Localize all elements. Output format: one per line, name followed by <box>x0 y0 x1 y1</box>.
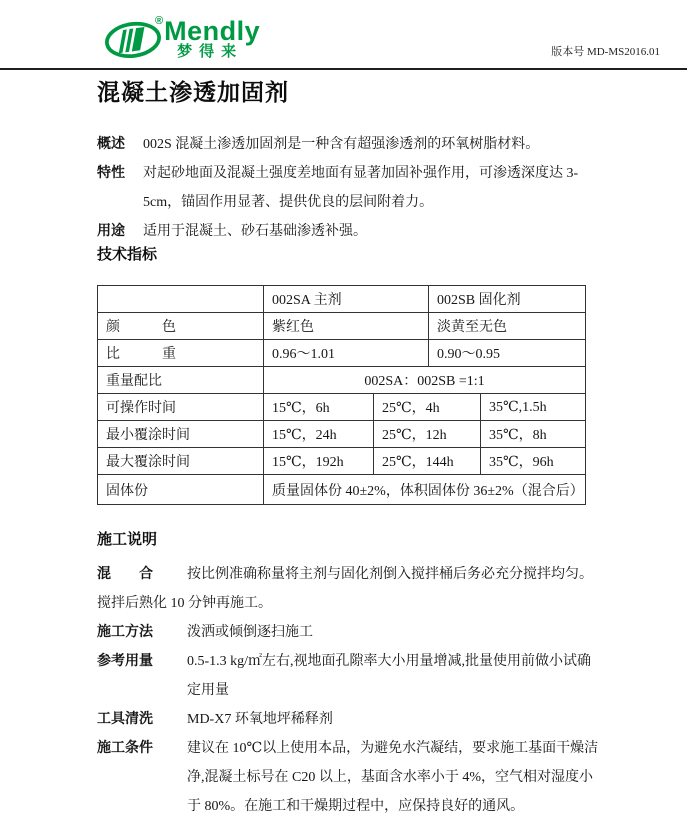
cell-product-a: 002SA 主剂 <box>264 286 429 313</box>
brand-text <box>164 18 260 61</box>
table-row-pot-life <box>98 394 586 421</box>
para-method-label: 施工方法 <box>97 625 153 640</box>
cell-max-recoat-label: 最大覆涂时间 <box>98 448 264 475</box>
brand-wordmark: Mendly <box>164 16 261 46</box>
table-row-color <box>98 313 586 340</box>
brand-name-cjk: 梦得来 <box>177 44 244 60</box>
para-cleaning-label: 工具清洗 <box>97 712 153 727</box>
para-usage <box>97 217 602 246</box>
cell-solids-value: 质量固体份 40±2%，体积固体份 36±2%（混合后） <box>264 475 586 505</box>
cell-min-recoat-35: 35℃，8h <box>481 421 586 448</box>
table-row-min-recoat <box>98 421 586 448</box>
cell-pot-life-25: 25℃，4h <box>374 394 481 421</box>
table-row-solids <box>98 475 586 505</box>
para-overview-label: 概述 <box>97 137 125 152</box>
page-title: 混凝土渗透加固剂 <box>97 79 289 105</box>
cell-color-label: 颜 色 <box>98 313 264 340</box>
para-mixing-label: 混 合 <box>97 567 153 582</box>
para-method-text: 泼洒或倾倒逐扫施工 <box>187 625 313 640</box>
cell-gravity-label: 比 重 <box>98 340 264 367</box>
para-overview-text: 002S 混凝土渗透加固剂是一种含有超强渗透剂的环氧树脂材料。 <box>143 137 540 152</box>
para-overview <box>97 130 602 159</box>
document-body <box>97 78 602 821</box>
tech-spec-table <box>97 285 586 505</box>
cell-pot-life-label: 可操作时间 <box>98 394 264 421</box>
para-conditions <box>97 734 602 821</box>
version-number: 版本号 MD-MS2016.01 <box>551 46 660 58</box>
cell-pot-life-15: 15℃，6h <box>264 394 374 421</box>
cell-color-a: 紫红色 <box>264 313 429 340</box>
table-row-ratio <box>98 367 586 394</box>
cell-blank <box>98 286 264 313</box>
para-method <box>97 618 602 647</box>
cell-gravity-a: 0.96～1.01 <box>264 340 429 367</box>
cell-min-recoat-15: 15℃，24h <box>264 421 374 448</box>
para-features-text: 对起砂地面及混凝土强度差地面有显著加固补强作用，可渗透深度达 3-5cm，锚固作用显著、提供优良的层间附着力。 <box>143 166 579 210</box>
cell-min-recoat-label: 最小覆涂时间 <box>98 421 264 448</box>
cell-solids-label: 固体份 <box>98 475 264 505</box>
section-construction-heading: 施工说明 <box>97 532 158 548</box>
para-mixing-text: 按比例准确称量将主剂与固化剂倒入搅拌桶后务必充分搅拌均匀。搅拌后熟化 10 分钟再施工。 <box>97 567 593 611</box>
masthead <box>0 0 687 70</box>
cell-color-b: 淡黄至无色 <box>429 313 586 340</box>
brand-logo <box>103 16 260 62</box>
para-cleaning-text: MD-X7 环氧地坪稀释剂 <box>187 712 333 727</box>
cell-max-recoat-15: 15℃，192h <box>264 448 374 475</box>
section-tech-heading: 技术指标 <box>97 247 158 263</box>
para-conditions-label: 施工条件 <box>97 741 153 756</box>
para-features-label: 特性 <box>97 166 125 181</box>
table-row-header <box>98 286 586 313</box>
para-mixing <box>97 560 602 618</box>
table-row-max-recoat <box>98 448 586 475</box>
cell-ratio-value: 002SA：002SB =1:1 <box>264 367 586 394</box>
cell-max-recoat-25: 25℃，144h <box>374 448 481 475</box>
cell-gravity-b: 0.90～0.95 <box>429 340 586 367</box>
cell-min-recoat-25: 25℃，12h <box>374 421 481 448</box>
cell-ratio-label: 重量配比 <box>98 367 264 394</box>
cell-product-b: 002SB 固化剂 <box>429 286 586 313</box>
registered-trademark-icon: ® <box>155 15 164 27</box>
cell-max-recoat-35: 35℃，96h <box>481 448 586 475</box>
para-cleaning <box>97 705 602 734</box>
mendly-logo-icon <box>103 16 163 62</box>
para-usage-label: 用途 <box>97 224 125 239</box>
para-dosage <box>97 647 602 705</box>
para-usage-text: 适用于混凝土、砂石基础渗透补强。 <box>143 224 367 239</box>
para-conditions-text: 建议在 10℃以上使用本品，为避免水汽凝结，要求施工基面干燥洁净,混凝土标号在 C20 以上，基面含水率小于 4%，空气相对湿度小于 80%。在施工和干燥期过程中，应保持良好的通风。 <box>187 741 599 814</box>
cell-pot-life-35: 35℃,1.5h <box>481 394 586 421</box>
table-row-gravity <box>98 340 586 367</box>
para-dosage-label: 参考用量 <box>97 654 153 669</box>
para-features <box>97 159 602 217</box>
para-dosage-text: 0.5-1.3 kg/㎡左右,视地面孔隙率大小用量增减,批量使用前做小试确定用量 <box>187 654 592 698</box>
